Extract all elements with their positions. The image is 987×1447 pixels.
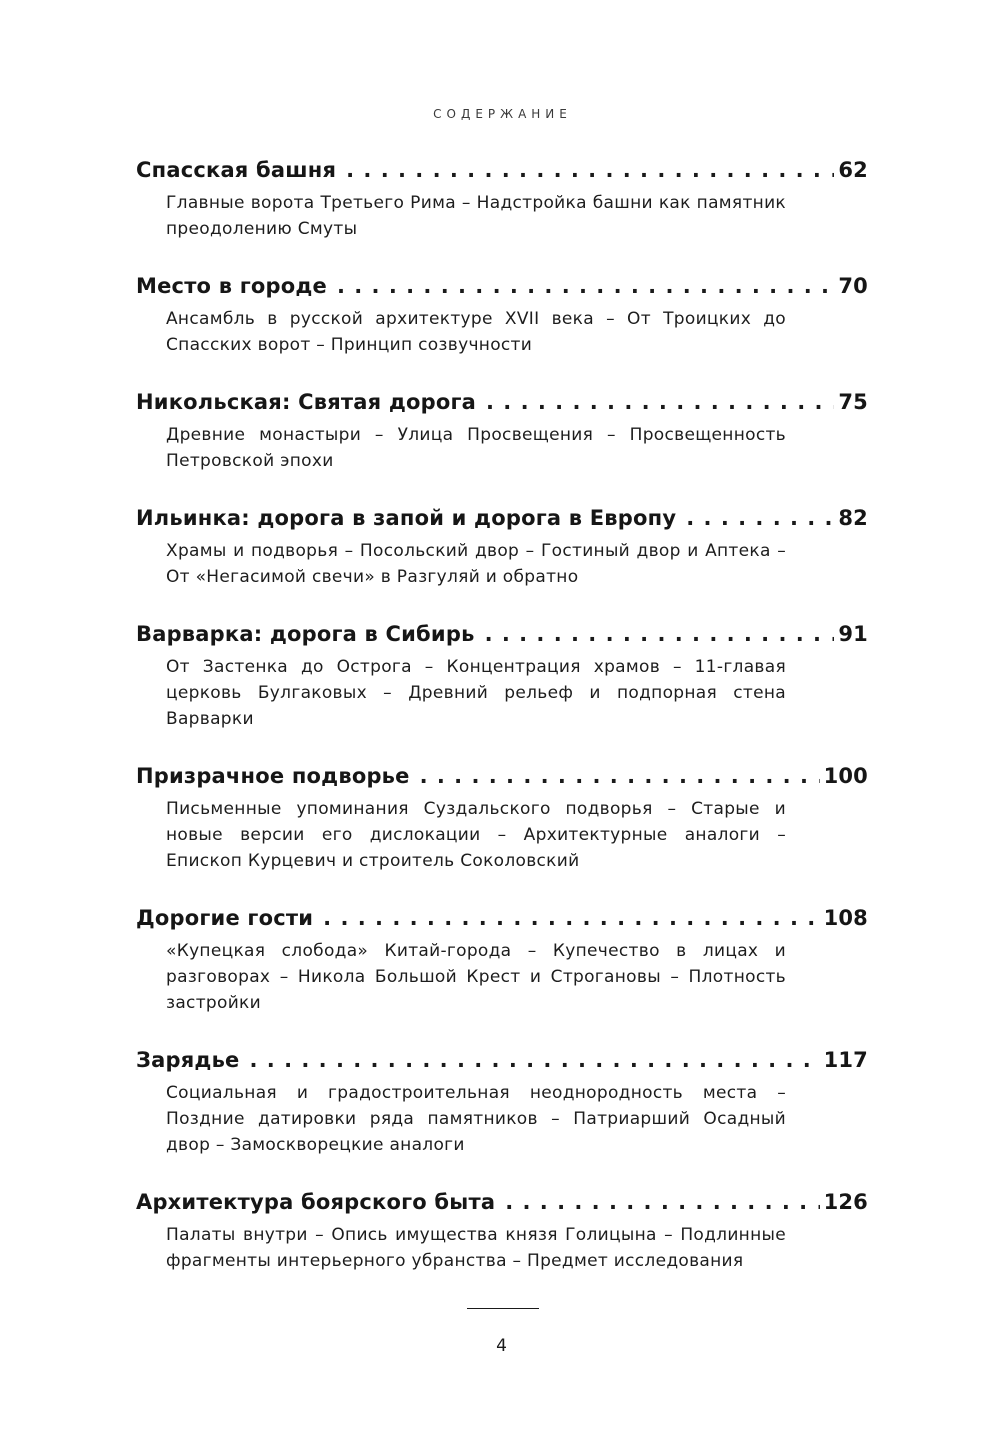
toc-entry-page-number: 75	[838, 390, 868, 414]
toc-entry-heading	[136, 382, 868, 422]
toc-entry-page-number: 100	[823, 764, 868, 788]
toc-entry-page-number: 108	[823, 906, 868, 930]
toc-entry-description: «Купецкая слобода» Китай-города – Купечество в лицах и разговорах – Никола Большой Крест и Строгановы – Плотность застройки	[166, 941, 786, 1013]
toc-entry	[136, 898, 868, 1016]
dot-leader	[476, 382, 834, 422]
dot-leader	[336, 150, 834, 190]
toc-entry-page-number: 117	[823, 1048, 868, 1072]
toc-entry	[136, 1182, 868, 1274]
dot-leader	[475, 614, 835, 654]
table-of-contents	[136, 150, 868, 1298]
toc-entry-title: Архитектура боярского быта	[136, 1190, 496, 1214]
toc-entry-heading	[136, 266, 868, 306]
toc-entry-title: Никольская: Святая дорога	[136, 390, 477, 414]
toc-entry-page-number: 91	[838, 622, 868, 646]
page-number: 4	[496, 1336, 507, 1356]
toc-entry-heading	[136, 150, 868, 190]
toc-entry-description: Главные ворота Третьего Рима – Надстройка башни как памятник преодолению Смуты	[166, 193, 786, 239]
toc-entry-title: Дорогие гости	[136, 906, 314, 930]
toc-entry	[136, 382, 868, 474]
dot-leader	[676, 498, 834, 538]
dot-leader	[327, 266, 834, 306]
toc-entry-description: Древние монастыри – Улица Просвещения – Просвещенность Петровской эпохи	[166, 425, 786, 471]
toc-entry	[136, 150, 868, 242]
toc-entry-title: Место в городе	[136, 274, 327, 298]
toc-entry	[136, 756, 868, 874]
toc-entry-description: Ансамбль в русской архитектуре XVII века – От Троицких до Спасских ворот – Принцип созвучности	[166, 309, 786, 355]
toc-entry-title: Призрачное подворье	[136, 764, 410, 788]
toc-entry-heading	[136, 614, 868, 654]
toc-entry-page-number: 70	[838, 274, 868, 298]
footer-rule	[467, 1308, 539, 1309]
toc-entry-heading	[136, 1040, 868, 1080]
toc-entry-heading	[136, 1182, 868, 1222]
dot-leader	[495, 1182, 819, 1222]
toc-entry-heading	[136, 498, 868, 538]
toc-entry	[136, 498, 868, 590]
dot-leader	[240, 1040, 820, 1080]
toc-entry-description: Письменные упоминания Суздальского подворья – Старые и новые версии его дислокации – Архитектурные аналоги – Епископ Курцевич и строитель Соколовский	[166, 799, 786, 871]
toc-entry-heading	[136, 756, 868, 796]
toc-entry-title: Ильинка: дорога в запой и дорога в Европу	[136, 506, 677, 530]
toc-entry-heading	[136, 898, 868, 938]
toc-entry-page-number: 82	[838, 506, 868, 530]
toc-entry-description: Социальная и градостроительная неоднородность места – Поздние датировки ряда памятников – Патриарший Осадный двор – Замоскворецкие аналоги	[166, 1083, 786, 1155]
toc-entry-page-number: 62	[838, 158, 868, 182]
toc-entry-title: Зарядье	[136, 1048, 240, 1072]
toc-entry-title: Спасская башня	[136, 158, 337, 182]
running-head-title: СОДЕРЖАНИЕ	[433, 107, 572, 121]
dot-leader	[410, 756, 820, 796]
toc-entry-description: Палаты внутри – Опись имущества князя Голицына – Подлинные фрагменты интерьерного убранства – Предмет исследования	[166, 1225, 786, 1271]
toc-entry-description: Храмы и подворья – Посольский двор – Гостиный двор и Аптека – От «Негасимой свечи» в Разгуляй и обратно	[166, 541, 786, 587]
toc-entry	[136, 1040, 868, 1158]
toc-entry-description: От Застенка до Острога – Концентрация храмов – 11-главая церковь Булгаковых – Древний рельеф и подпорная стена Варварки	[166, 657, 786, 729]
toc-entry	[136, 614, 868, 732]
toc-entry-title: Варварка: дорога в Сибирь	[136, 622, 475, 646]
toc-entry	[136, 266, 868, 358]
toc-entry-page-number: 126	[823, 1190, 868, 1214]
dot-leader	[313, 898, 819, 938]
